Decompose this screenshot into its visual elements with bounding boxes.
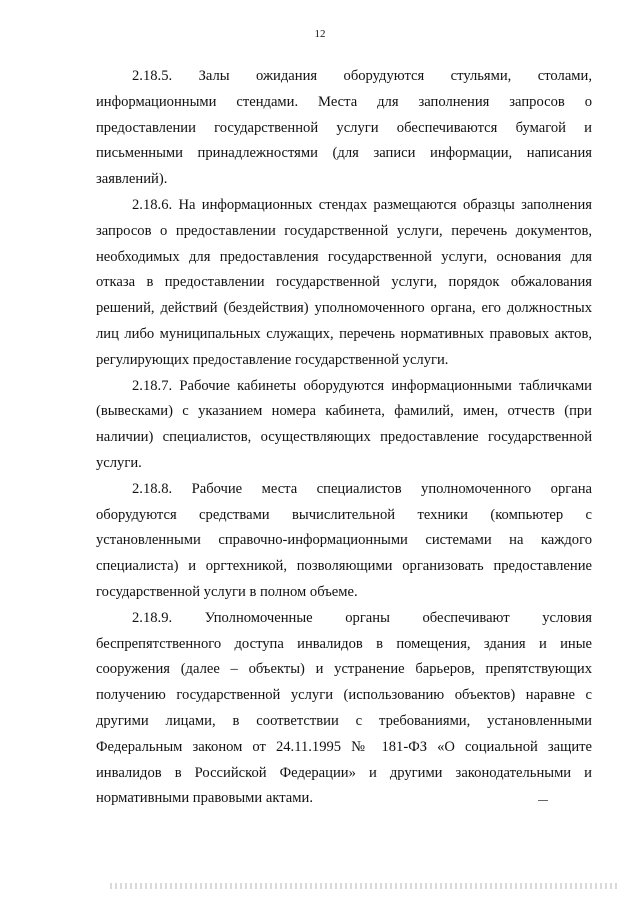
paragraph-2-18-8: 2.18.8. Рабочие места специалистов уполномоченного органа оборудуются средствами вычислительной техники (компьютер с установленными справочно-информационными системами на каждого специалиста) и оргтехникой, позволяющими организовать предоставление государственной услуги в полном объеме. [96, 480, 592, 600]
paragraph-2-18-9: 2.18.9. Уполномоченные органы обеспечивают условия беспрепятственного доступа инвалидов в помещения, здания и иные сооружения (далее – объекты) и устранение барьеров, препятствующих получению государственной услуги (использованию объектов) наравне с другими лицами, в соответствии с требованиями, установленными Федеральным законом от 24.11.1995 № 181-ФЗ «О социальной защите инвалидов в Российской Федерации» и другими законодательными и нормативными правовыми актами. [96, 609, 592, 807]
paragraph-2-18-7: 2.18.7. Рабочие кабинеты оборудуются информационными табличками (вывесками) с указанием номера кабинета, фамилий, имен, отчеств (при наличии) специалистов, осуществляющих предоставление государственной услуги. [96, 377, 592, 471]
scan-artifact-dash [538, 800, 548, 801]
scan-artifact-bottom-noise [110, 883, 620, 889]
paragraph-2-18-6: 2.18.6. На информационных стендах размещаются образцы заполнения запросов о предоставлении государственной услуги, перечень документов, необходимых для предоставления государственной услуги, основания для отказа в предоставлении государственной услуги, порядок обжалования решений, действий (бездействия) уполномоченного органа, его должностных лиц либо муниципальных служащих, перечень нормативных правовых актов, регулирующих предоставление государственной услуги. [96, 196, 592, 368]
page-number: 12 [314, 28, 326, 40]
paragraph-2-18-5: 2.18.5. Залы ожидания оборудуются стульями, столами, информационными стендами. Места для заполнения запросов о предоставлении государственной услуги обеспечиваются бумагой и письменными принадлежностями (для записи информации, написания заявлений). [96, 68, 592, 188]
document-body [96, 64, 592, 812]
